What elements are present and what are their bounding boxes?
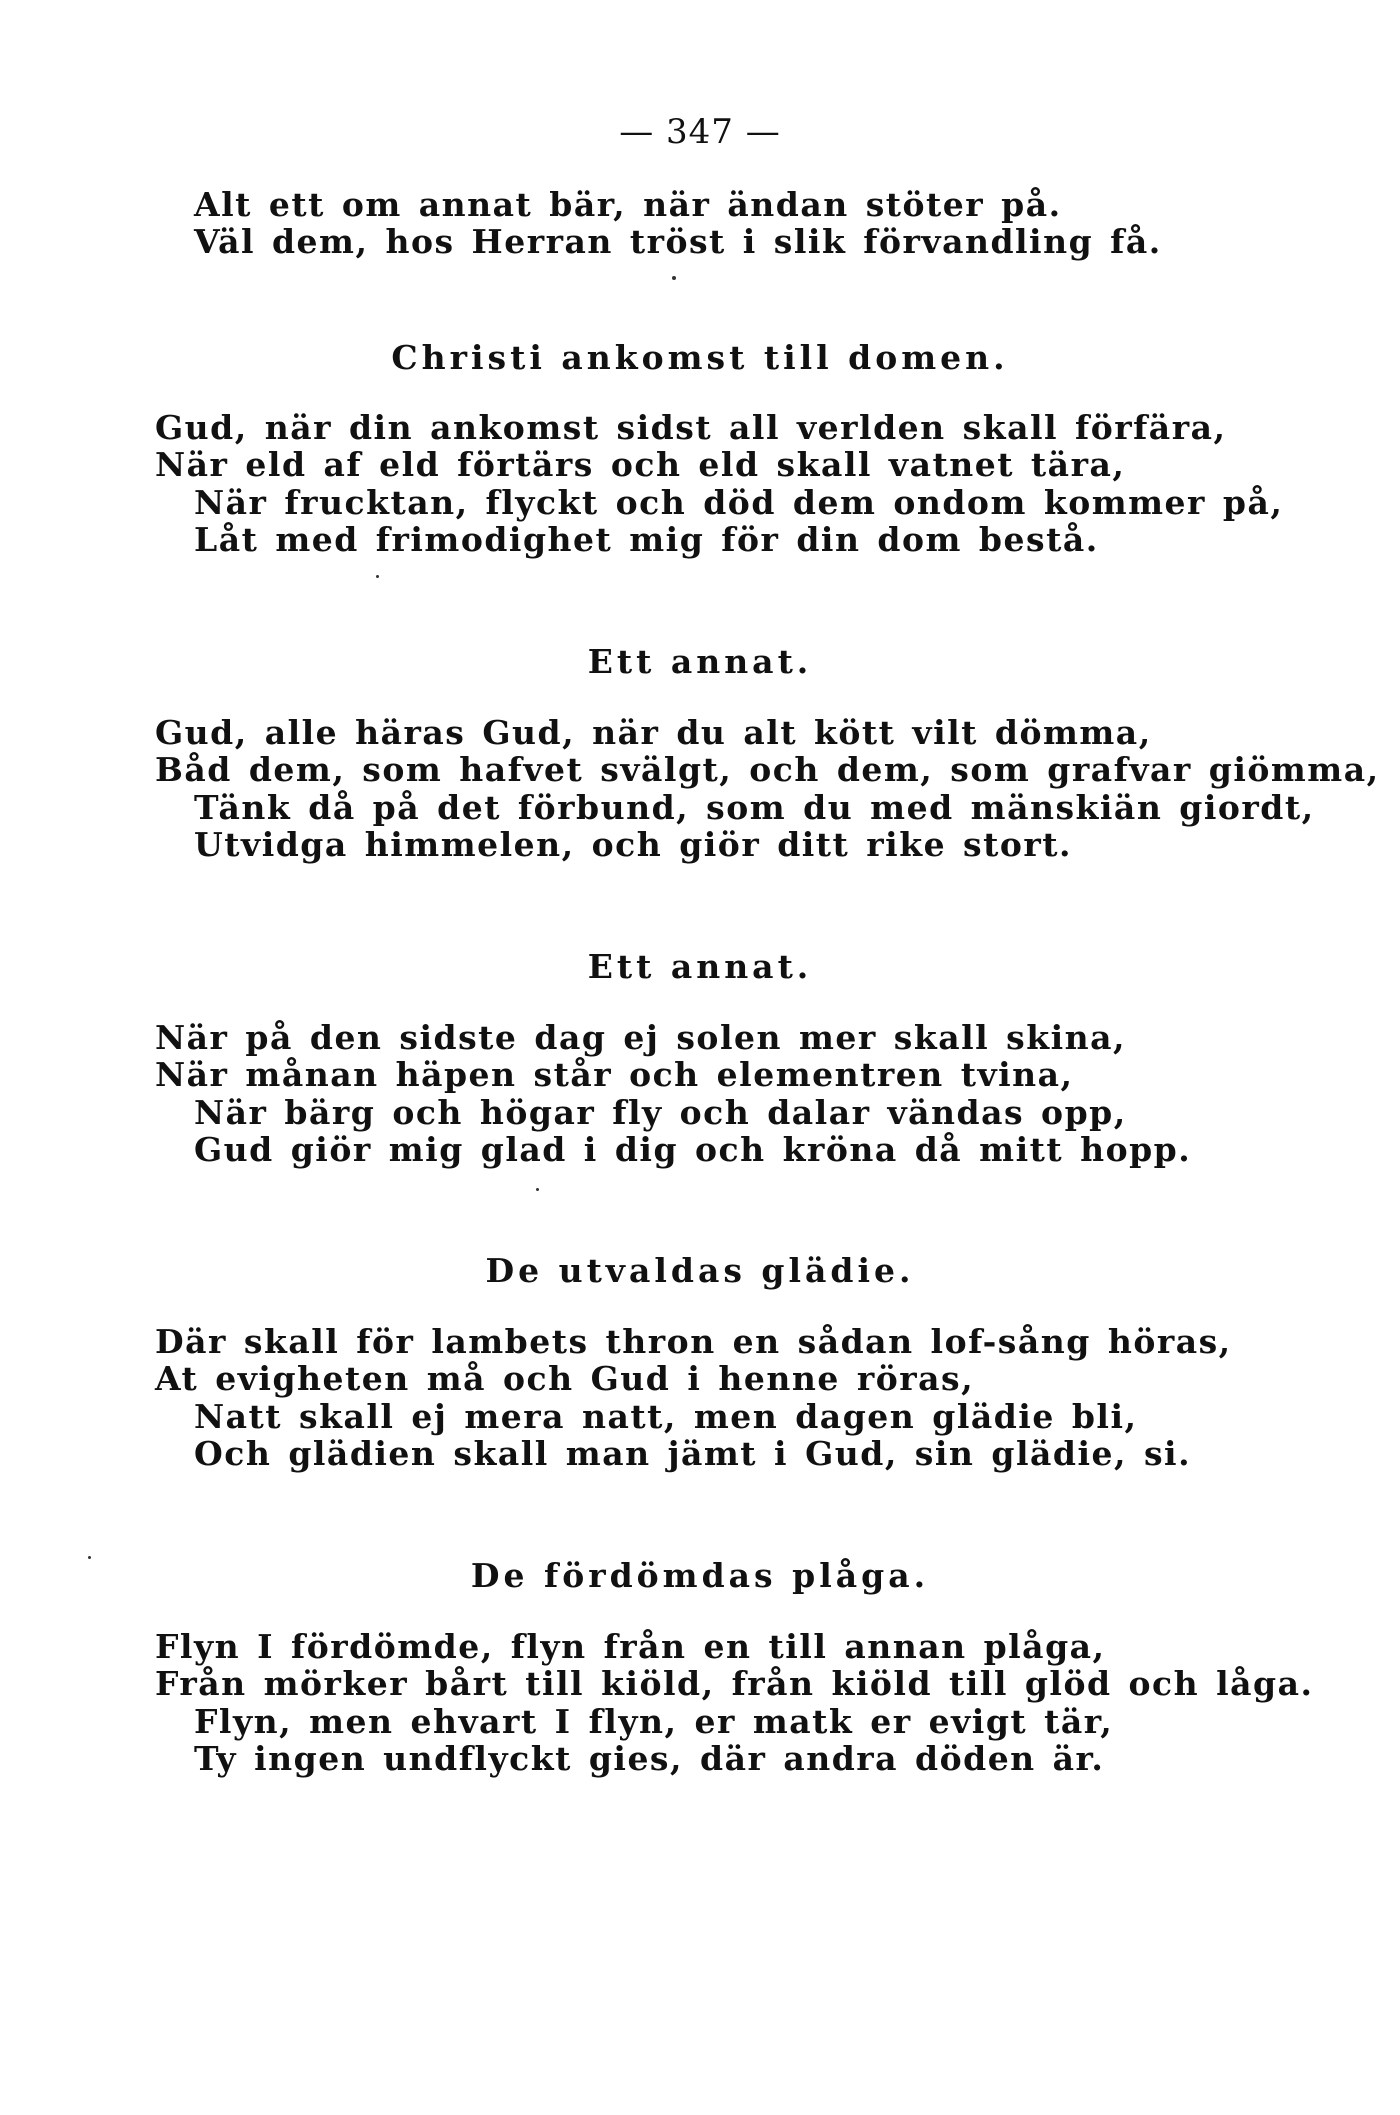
intro-line-1: Alt ett om annat bär, när ändan stöter på. xyxy=(194,185,1062,224)
stanza-1-line-3: När frucktan, flyckt och död dem ondom kommer på, xyxy=(194,483,1284,522)
section-heading-ett-annat-2: Ett annat. xyxy=(587,947,813,986)
page-number: — 347 — xyxy=(619,112,781,152)
stanza-1-line-2: När eld af eld förtärs och eld skall vatnet tära, xyxy=(155,445,1126,484)
stanza-4-line-4: Och glädien skall man jämt i Gud, sin glädie, si. xyxy=(194,1434,1192,1473)
scan-speck xyxy=(536,1188,539,1191)
scan-speck xyxy=(376,575,379,578)
intro-line-2: Väl dem, hos Herran tröst i slik förvandling få. xyxy=(194,222,1162,261)
scan-speck xyxy=(672,276,676,280)
stanza-5-line-2: Från mörker bårt till kiöld, från kiöld till glöd och låga. xyxy=(155,1664,1314,1703)
stanza-4-line-1: Där skall för lambets thron en sådan lof-sång höras, xyxy=(155,1322,1232,1361)
stanza-2-line-3: Tänk då på det förbund, som du med mänskiän giordt, xyxy=(194,788,1315,827)
stanza-1-line-1: Gud, när din ankomst sidst all verlden skall förfära, xyxy=(155,408,1227,447)
stanza-2-line-1: Gud, alle häras Gud, när du alt kött vilt dömma, xyxy=(155,713,1152,752)
stanza-3-line-1: När på den sidste dag ej solen mer skall skina, xyxy=(155,1018,1126,1057)
scan-speck xyxy=(88,1556,91,1559)
stanza-3-line-4: Gud giör mig glad i dig och kröna då mitt hopp. xyxy=(194,1130,1192,1169)
stanza-4-line-3: Natt skall ej mera natt, men dagen glädie bli, xyxy=(194,1397,1138,1436)
stanza-5-line-3: Flyn, men ehvart I flyn, er matk er evigt tär, xyxy=(194,1702,1114,1741)
stanza-1-line-4: Låt med frimodighet mig för din dom bestå. xyxy=(194,520,1099,559)
stanza-5-line-1: Flyn I fördömde, flyn från en till annan plåga, xyxy=(155,1627,1106,1666)
stanza-3-line-3: När bärg och högar fly och dalar vändas opp, xyxy=(194,1093,1127,1132)
stanza-2-line-2: Båd dem, som hafvet svälgt, och dem, som grafvar giömma, xyxy=(155,750,1380,789)
stanza-4-line-2: At evigheten må och Gud i henne röras, xyxy=(155,1359,975,1398)
section-heading-christi-ankomst: Christi ankomst till domen. xyxy=(391,338,1009,377)
section-heading-utvaldas-gladie: De utvaldas glädie. xyxy=(485,1251,915,1290)
section-heading-fordomdas-plaga: De fördömdas plåga. xyxy=(470,1556,930,1595)
stanza-5-line-4: Ty ingen undflyckt gies, där andra döden är. xyxy=(194,1739,1105,1778)
section-heading-ett-annat-1: Ett annat. xyxy=(587,642,813,681)
stanza-2-line-4: Utvidga himmelen, och giör ditt rike stort. xyxy=(194,825,1073,864)
stanza-3-line-2: När månan häpen står och elementren tvina, xyxy=(155,1055,1074,1094)
